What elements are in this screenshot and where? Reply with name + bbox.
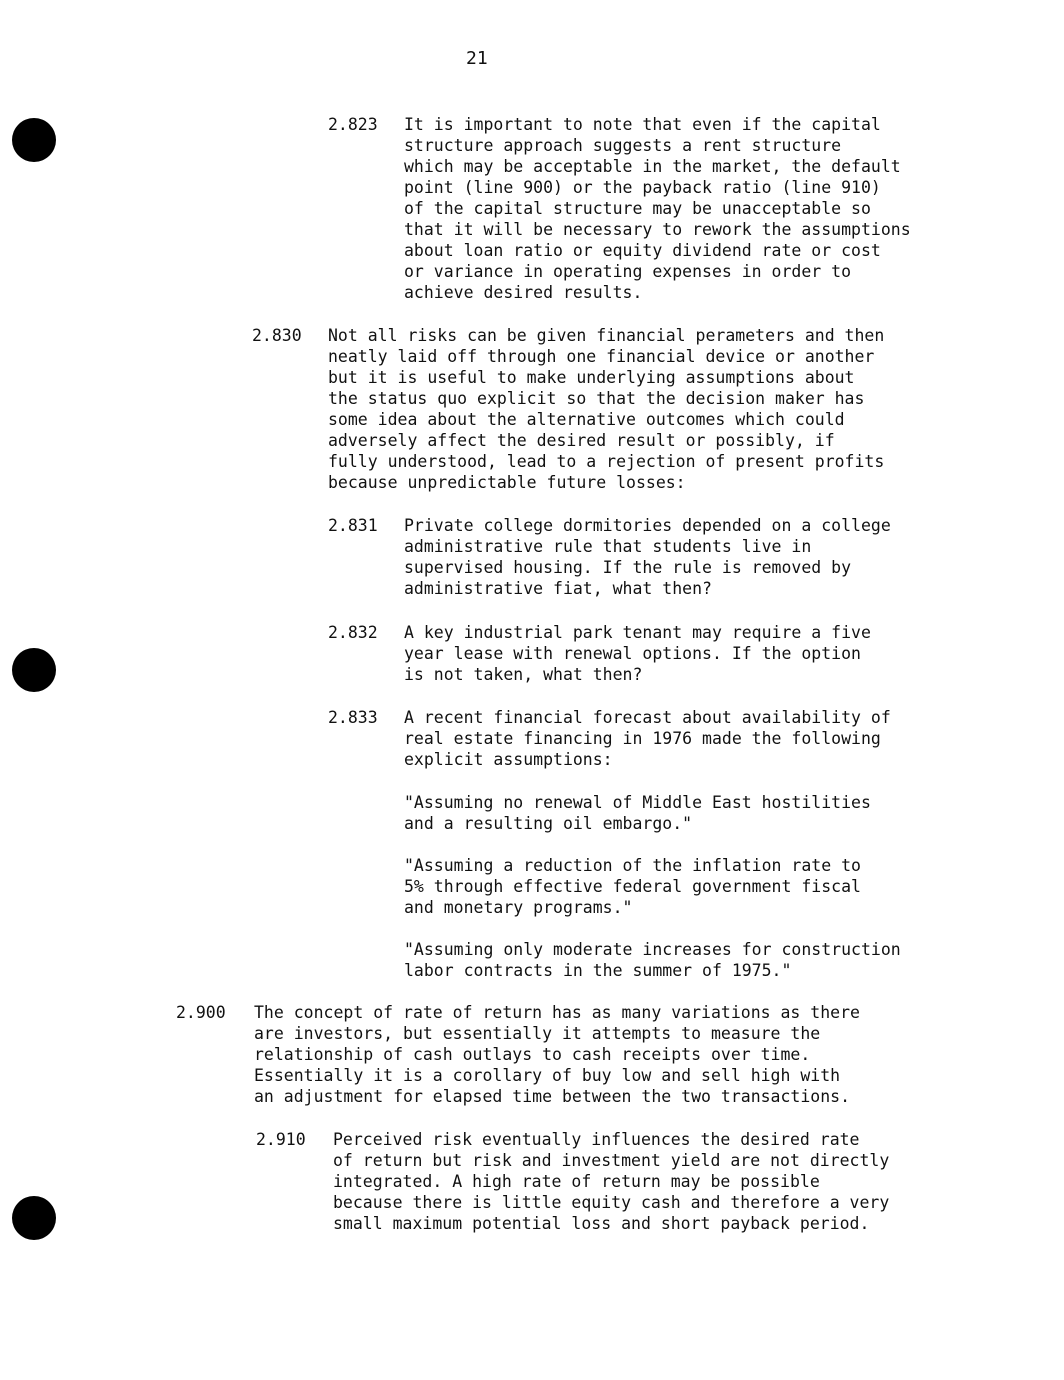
text-line: real estate financing in 1976 made the following <box>404 729 881 748</box>
section-number: 2.831 <box>328 516 378 535</box>
section-text <box>404 622 871 685</box>
text-line: neatly laid off through one financial device or another <box>328 347 875 366</box>
text-line: of return but risk and investment yield are not directly <box>333 1151 890 1170</box>
text-line: small maximum potential loss and short payback period. <box>333 1214 870 1233</box>
text-line: structure approach suggests a rent structure <box>404 136 842 155</box>
section-text <box>333 1129 889 1234</box>
text-line: or variance in operating expenses in order to <box>404 262 852 281</box>
text-line: relationship of cash outlays to cash receipts over time. <box>254 1045 811 1064</box>
section-number: 2.833 <box>328 708 378 727</box>
text-line: administrative rule that students live in <box>404 537 812 556</box>
text-line: and monetary programs." <box>404 898 633 917</box>
punch-hole <box>12 1196 56 1240</box>
text-line: Perceived risk eventually influences the desired rate <box>333 1130 860 1149</box>
text-line: Not all risks can be given financial perameters and then <box>328 326 885 345</box>
text-line: supervised housing. If the rule is removed by <box>404 558 852 577</box>
text-line: adversely affect the desired result or possibly, if <box>328 431 835 450</box>
section-text <box>404 707 891 770</box>
text-line: the status quo explicit so that the decision maker has <box>328 389 865 408</box>
text-line: and a resulting oil embargo." <box>404 814 693 833</box>
section-text <box>404 515 891 599</box>
text-line: because there is little equity cash and therefore a very <box>333 1193 890 1212</box>
text-line: about loan ratio or equity dividend rate or cost <box>404 241 881 260</box>
text-line: A key industrial park tenant may require a five <box>404 623 871 642</box>
text-line: labor contracts in the summer of 1975." <box>404 961 792 980</box>
text-line: is not taken, what then? <box>404 665 643 684</box>
section-text <box>254 1002 860 1107</box>
section-number: 2.823 <box>328 115 378 134</box>
text-line: achieve desired results. <box>404 283 643 302</box>
section-number: 2.832 <box>328 623 378 642</box>
assumption-quote <box>404 792 871 834</box>
text-line: that it will be necessary to rework the assumptions <box>404 220 911 239</box>
assumption-quote <box>404 939 901 981</box>
text-line: of the capital structure may be unacceptable so <box>404 199 871 218</box>
text-line: an adjustment for elapsed time between the two transactions. <box>254 1087 851 1106</box>
text-line: "Assuming only moderate increases for construction <box>404 940 901 959</box>
section-text <box>328 325 884 493</box>
text-line: but it is useful to make underlying assumptions about <box>328 368 855 387</box>
punch-hole <box>12 118 56 162</box>
page-number: 21 <box>466 48 488 69</box>
text-line: integrated. A high rate of return may be possible <box>333 1172 820 1191</box>
text-line: It is important to note that even if the capital <box>404 115 881 134</box>
text-line: Essentially it is a corollary of buy low and sell high with <box>254 1066 841 1085</box>
punch-hole <box>12 648 56 692</box>
section-number: 2.900 <box>176 1003 226 1022</box>
section-number: 2.830 <box>252 326 302 345</box>
text-line: explicit assumptions: <box>404 750 613 769</box>
text-line: A recent financial forecast about availability of <box>404 708 891 727</box>
text-line: some idea about the alternative outcomes which could <box>328 410 845 429</box>
text-line: because unpredictable future losses: <box>328 473 686 492</box>
section-text <box>404 114 911 303</box>
text-line: 5% through effective federal government fiscal <box>404 877 861 896</box>
text-line: which may be acceptable in the market, the default <box>404 157 901 176</box>
assumption-quote <box>404 855 861 918</box>
text-line: fully understood, lead to a rejection of present profits <box>328 452 885 471</box>
section-number: 2.910 <box>256 1130 306 1149</box>
text-line: are investors, but essentially it attempts to measure the <box>254 1024 821 1043</box>
text-line: point (line 900) or the payback ratio (line 910) <box>404 178 881 197</box>
text-line: administrative fiat, what then? <box>404 579 712 598</box>
text-line: The concept of rate of return has as many variations as there <box>254 1003 860 1022</box>
text-line: year lease with renewal options. If the option <box>404 644 861 663</box>
text-line: "Assuming a reduction of the inflation rate to <box>404 856 861 875</box>
text-line: Private college dormitories depended on a college <box>404 516 891 535</box>
text-line: "Assuming no renewal of Middle East hostilities <box>404 793 871 812</box>
